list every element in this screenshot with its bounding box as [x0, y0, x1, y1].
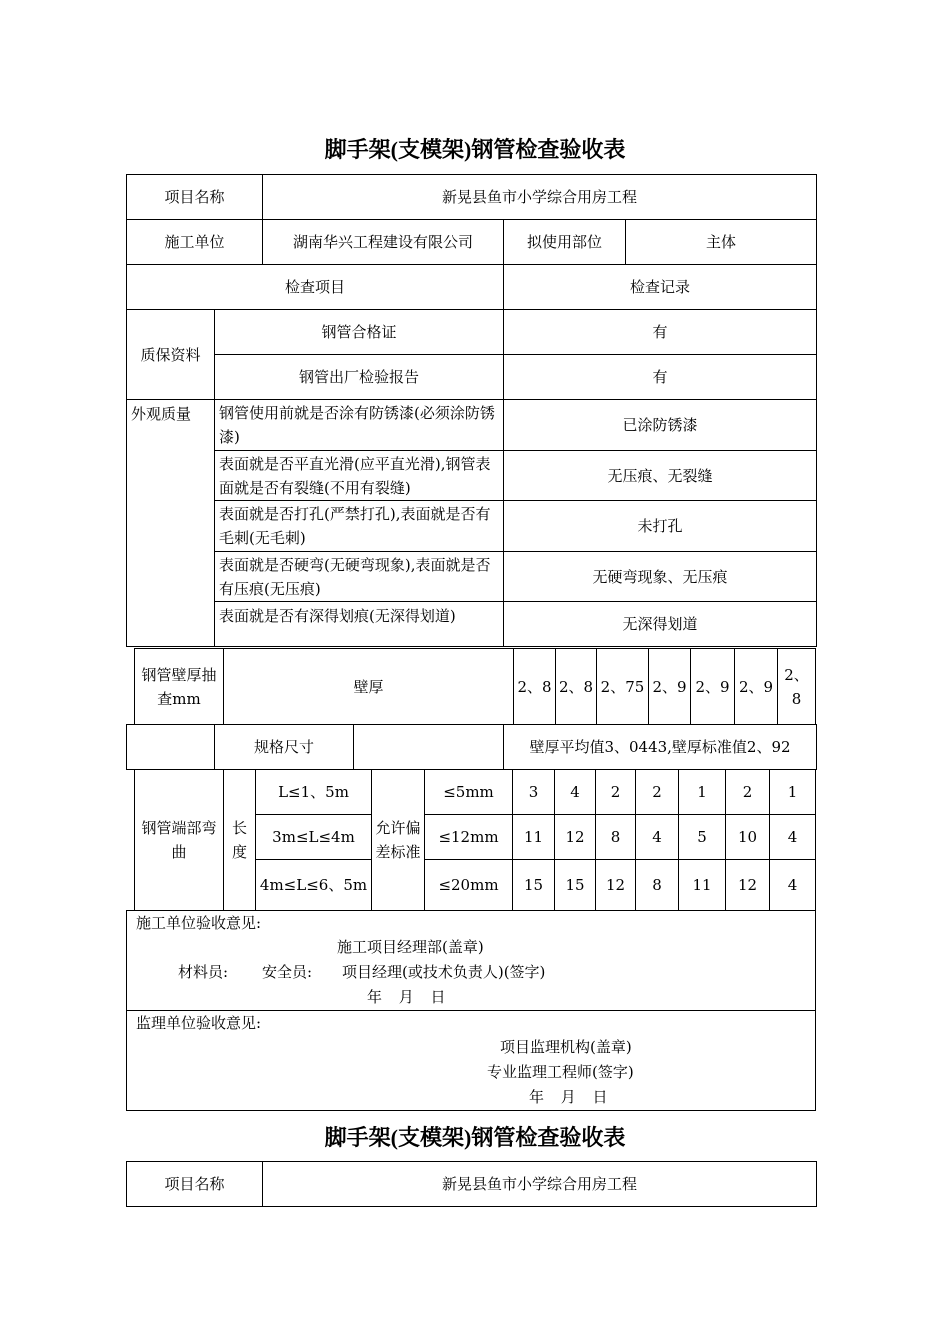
project-label: 项目名称: [127, 1162, 263, 1207]
header-record: 检查记录: [504, 265, 817, 310]
quality-docs-label: 质保资料: [127, 310, 215, 400]
length-label: 长度: [224, 770, 256, 911]
bend-value: 8: [636, 860, 679, 911]
table-row: [127, 310, 817, 355]
materials-officer: 材料员:: [178, 963, 229, 981]
contractor-seal: 施工项目经理部(盖章): [337, 938, 484, 956]
length-range: 3m≤L≤4m: [256, 815, 372, 860]
spec-row: [127, 725, 817, 770]
end-bend-table: [134, 769, 816, 911]
bend-value: 1: [770, 770, 816, 815]
form-title-repeat: 脚手架(支模架)钢管检查验收表: [324, 1125, 626, 1150]
quality-doc-item: 钢管出厂检验报告: [215, 355, 504, 400]
appearance-item: 表面就是否打孔(严禁打孔),表面就是否有毛刺(无毛刺): [215, 501, 504, 552]
supervisor-opinion-heading: 监理单位验收意见:: [136, 1014, 262, 1032]
appearance-item: 表面就是否平直光滑(应平直光滑),钢管表面就是否有裂缝(不用有裂缝): [215, 451, 504, 501]
appearance-record: 已涂防锈漆: [504, 400, 817, 451]
bend-value: 10: [726, 815, 770, 860]
wall-value: 2、8: [556, 649, 597, 725]
table-row: [127, 552, 817, 602]
project-value: 新晃县鱼市小学综合用房工程: [263, 175, 817, 220]
use-location-label: 拟使用部位: [504, 220, 626, 265]
bend-value: 12: [596, 860, 636, 911]
tolerance-label: 允许偏差标准: [372, 770, 425, 911]
wall-thickness-sub-label: 壁厚: [224, 649, 514, 725]
inspection-table-repeat: [126, 1161, 817, 1207]
appearance-item: 表面就是否有深得划痕(无深得划道): [215, 602, 504, 647]
table-row: [127, 451, 817, 501]
wall-value: 2、8: [778, 649, 816, 725]
wall-thickness-table: [134, 648, 816, 725]
wall-thickness-row: [135, 649, 816, 725]
quality-doc-item: 钢管合格证: [215, 310, 504, 355]
project-row: [127, 175, 817, 220]
header-row: [127, 265, 817, 310]
contractor-label: 施工单位: [127, 220, 263, 265]
wall-value: 2、9: [735, 649, 778, 725]
bend-value: 12: [555, 815, 596, 860]
spec-label: 规格尺寸: [215, 725, 354, 770]
bend-value: 12: [726, 860, 770, 911]
appearance-record: 无硬弯现象、无压痕: [504, 552, 817, 602]
form-title: 脚手架(支模架)钢管检查验收表: [324, 137, 626, 162]
table-row: [127, 602, 817, 647]
tolerance-limit: ≤5mm: [425, 770, 513, 815]
table-row: [127, 501, 817, 552]
project-row: [127, 1162, 817, 1207]
wall-thickness-label: 钢管壁厚抽查mm: [135, 649, 224, 725]
inspection-table-top: [126, 174, 817, 647]
tolerance-limit: ≤12mm: [425, 815, 513, 860]
use-location-value: 主体: [626, 220, 817, 265]
project-label: 项目名称: [127, 175, 263, 220]
contractor-opinion-block: [126, 910, 816, 1011]
spec-table: [126, 724, 817, 770]
wall-value: 2、8: [514, 649, 556, 725]
length-range: L≤1、5m: [256, 770, 372, 815]
appearance-record: 未打孔: [504, 501, 817, 552]
bend-value: 4: [555, 770, 596, 815]
bend-value: 4: [636, 815, 679, 860]
appearance-item: 钢管使用前就是否涂有防锈漆(必须涂防锈漆): [215, 400, 504, 451]
appearance-record: 无深得划道: [504, 602, 817, 647]
contractor-date: 年 月 日: [367, 988, 446, 1006]
bend-value: 15: [555, 860, 596, 911]
appearance-item: 表面就是否硬弯(无硬弯现象),表面就是否有压痕(无压痕): [215, 552, 504, 602]
quality-doc-record: 有: [504, 355, 817, 400]
bend-value: 5: [679, 815, 726, 860]
table-row: [127, 400, 817, 451]
wall-value: 2、75: [597, 649, 649, 725]
supervisor-seal: 项目监理机构(盖章): [500, 1038, 632, 1056]
appearance-label: 外观质量: [127, 400, 215, 647]
tolerance-limit: ≤20mm: [425, 860, 513, 911]
bend-value: 11: [679, 860, 726, 911]
contractor-value: 湖南华兴工程建设有限公司: [263, 220, 504, 265]
spec-empty: [127, 725, 215, 770]
supervisor-opinion-block: [126, 1010, 816, 1111]
bend-value: 11: [513, 815, 555, 860]
bend-value: 2: [726, 770, 770, 815]
table-row: [135, 770, 816, 815]
safety-officer: 安全员:: [262, 963, 313, 981]
end-bend-label: 钢管端部弯曲: [135, 770, 224, 911]
bend-value: 1: [679, 770, 726, 815]
wall-value: 2、9: [691, 649, 735, 725]
supervisor-date: 年 月 日: [529, 1088, 608, 1106]
wall-summary: 壁厚平均值3、0443,壁厚标准值2、92: [504, 725, 817, 770]
spec-value-empty: [354, 725, 504, 770]
contractor-row: [127, 220, 817, 265]
header-item: 检查项目: [127, 265, 504, 310]
wall-value: 2、9: [649, 649, 691, 725]
bend-value: 2: [596, 770, 636, 815]
contractor-opinion-heading: 施工单位验收意见:: [136, 914, 262, 932]
bend-value: 15: [513, 860, 555, 911]
length-range: 4m≤L≤6、5m: [256, 860, 372, 911]
supervisor-engineer-signature: 专业监理工程师(签字): [487, 1063, 634, 1081]
bend-value: 4: [770, 815, 816, 860]
appearance-record: 无压痕、无裂缝: [504, 451, 817, 501]
project-manager-signature: 项目经理(或技术负责人)(签字): [342, 963, 546, 981]
quality-doc-record: 有: [504, 310, 817, 355]
project-value: 新晃县鱼市小学综合用房工程: [263, 1162, 817, 1207]
bend-value: 3: [513, 770, 555, 815]
bend-value: 4: [770, 860, 816, 911]
bend-value: 2: [636, 770, 679, 815]
table-row: [127, 355, 817, 400]
bend-value: 8: [596, 815, 636, 860]
